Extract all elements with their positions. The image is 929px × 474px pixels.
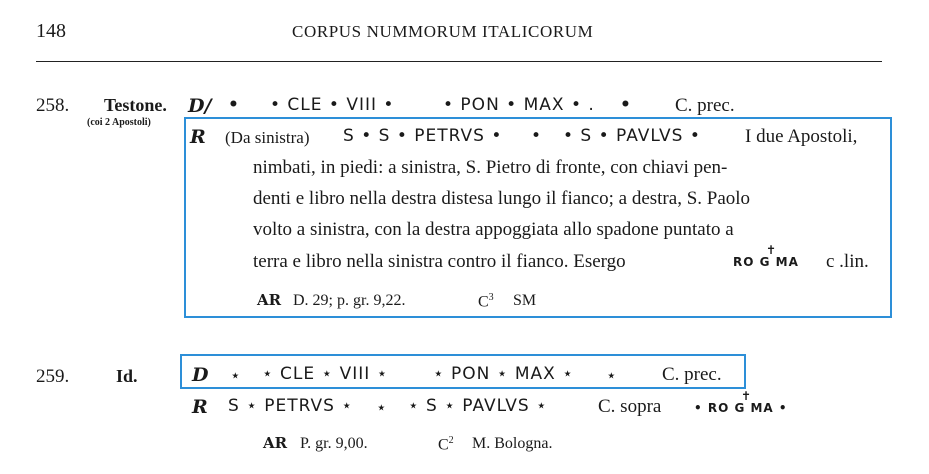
- entry-258-reverse-line-3: volto a sinistra, con la destra appoggiata allo spadone puntato a: [253, 219, 734, 240]
- entry-259-reverse-legend-3: ⋆ S ⋆ PAVLVS ⋆: [408, 396, 548, 416]
- entry-258-exergue-cross-icon: ✝: [766, 243, 777, 257]
- entry-259-metal: AR: [263, 434, 288, 452]
- entry-259-number: 259.: [36, 366, 70, 387]
- entry-258-note: (coi 2 Apostoli): [87, 117, 151, 128]
- entry-258-reverse-intro: (Da sinistra): [225, 128, 310, 147]
- entry-258-reverse-legend-2: •: [531, 126, 543, 146]
- running-title: CORPUS NUMMORUM ITALICORUM: [292, 22, 594, 41]
- entry-259-rarity: $C^2$: [438, 435, 454, 454]
- entry-259-collection: M. Bologna.: [472, 435, 553, 452]
- entry-258-exergue: RO G MA: [733, 255, 799, 269]
- entry-259-reverse-legend-1: S ⋆ PETRVS ⋆: [228, 396, 353, 416]
- entry-259-specs: P. gr. 9,00.: [300, 435, 368, 452]
- entry-258-name: Testone.: [104, 95, 167, 115]
- entry-258-reverse-text-start: I due Apostoli,: [745, 126, 858, 147]
- entry-259-obverse-legend-1: ⋆: [230, 366, 242, 386]
- entry-258-obverse-legend-2: • CLE • VIII •: [270, 95, 395, 115]
- entry-259-reverse-legend-2: ⋆: [376, 398, 388, 418]
- entry-258-reverse-line-2: denti e libro nella destra distesa lungo il fianco; a destra, S. Paolo: [253, 188, 751, 209]
- entry-258-reverse-last-tail: c .lin.: [826, 251, 869, 272]
- entry-259-exergue-cross-icon: ✝: [741, 389, 752, 403]
- entry-258-reverse-legend-1: S • S • PETRVS •: [343, 126, 503, 146]
- entry-258-collection: SM: [513, 292, 537, 309]
- header-rule: [36, 61, 882, 62]
- entry-259-obverse-symbol: D: [192, 364, 209, 386]
- entry-258-reverse-legend-3: • S • PAVLVS •: [563, 126, 701, 146]
- entry-259-exergue: • RO G MA •: [694, 401, 788, 415]
- entry-258-reverse-line-1: nimbati, in piedi: a sinistra, S. Pietro di fronte, con chiavi pen-: [253, 157, 728, 178]
- page-number: 148: [36, 20, 66, 42]
- entry-258-obverse-legend-1: •: [228, 95, 240, 115]
- entry-258-specs: D. 29; p. gr. 9,22.: [293, 292, 406, 309]
- entry-258-metal: AR: [257, 291, 282, 309]
- entry-258-reverse-symbol: R: [190, 126, 206, 148]
- entry-258-obverse-legend-3: • PON • MAX • .: [443, 95, 595, 115]
- entry-258-reverse-last-line: terra e libro nella sinistra contro il fianco. Esergo: [253, 251, 626, 272]
- entry-259-obverse-legend-2: ⋆ CLE ⋆ VIII ⋆: [262, 364, 389, 384]
- entry-258-number: 258.: [36, 95, 70, 116]
- entry-258-obverse-desc: C. prec.: [675, 95, 735, 116]
- entry-259-obverse-desc: C. prec.: [662, 364, 722, 385]
- entry-259-obverse-legend-4: ⋆: [606, 366, 618, 386]
- entry-258-obverse-legend-4: •: [620, 95, 632, 115]
- entry-259-name: Id.: [116, 366, 138, 386]
- entry-258-rarity: $C^3$: [478, 292, 494, 311]
- entry-259-obverse-legend-3: ⋆ PON ⋆ MAX ⋆: [433, 364, 574, 384]
- entry-259-reverse-desc: C. sopra: [598, 396, 662, 417]
- entry-259-reverse-symbol: R: [192, 396, 208, 418]
- entry-258-obverse-symbol: D/: [188, 95, 212, 117]
